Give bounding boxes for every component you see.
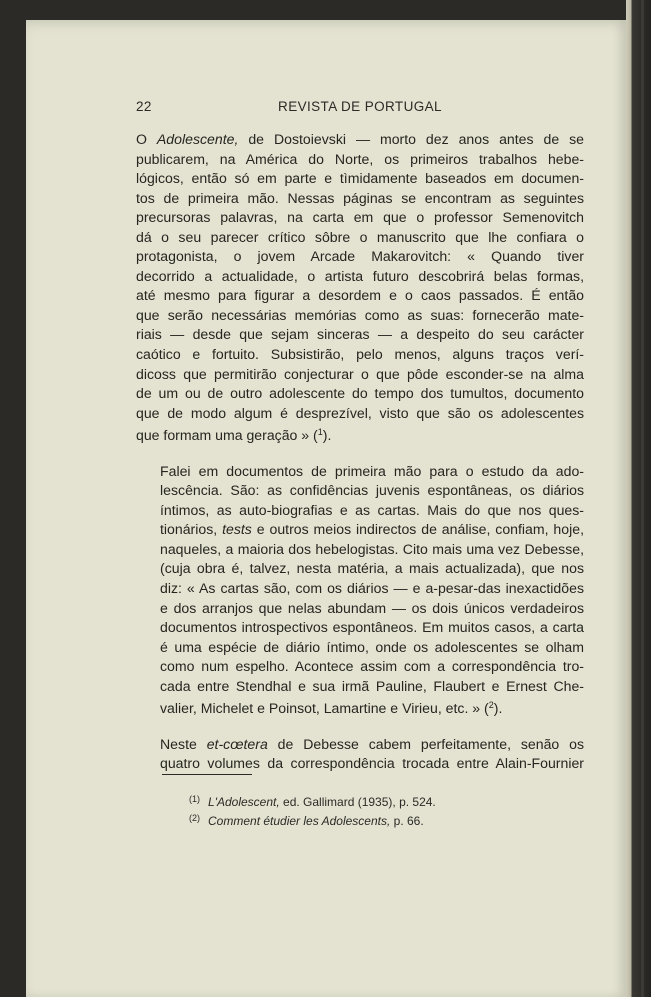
page-number: 22 xyxy=(136,99,152,114)
footnote-separator xyxy=(162,774,252,775)
text-line: protagonista, o jovem Arcade Makarovitch: « Quando tiver xyxy=(136,248,584,265)
page-edge xyxy=(626,0,651,997)
text-line: dá o seu parecer crítico sôbre o manuscrito que lhe confiara o xyxy=(136,228,584,245)
text-line: que de modo algum é desprezível, visto que são os adolescentes xyxy=(136,404,584,421)
text-line: e dos arranjos que nelas abundam — os dois únicos verdadeiros xyxy=(160,599,584,616)
text-line: decorrido a actualidade, o artista futuro descobrirá belas formas, xyxy=(136,267,584,284)
footnote-mark: (2) xyxy=(189,813,201,823)
text-line: publicarem, na América do Norte, os primeiros trabalhos hebe- xyxy=(136,150,584,167)
text-line: diz: « As cartas são, com os diários — e a-pesar-das inexactidões xyxy=(160,580,584,597)
text-line: quatro volumes da correspondência trocada entre Alain-Fournier xyxy=(160,755,584,772)
text-line: documentos introspectivos espontâneos. Em muitos casos, a carta xyxy=(160,619,584,636)
text-line: lógicos, então só em parte e tìmidamente baseados em documen- xyxy=(136,170,584,187)
text-line: precursoras palavras, na carta em que o professor Semenovitch xyxy=(136,209,584,226)
body-text xyxy=(136,130,584,774)
text-line: (cuja obra é, talvez, nesta matéria, a mais actualizada), que nos xyxy=(160,560,584,577)
text-line: de um ou de outro adolescente do tempo dos tumultos, documento xyxy=(136,385,584,402)
footnote-mark: (1) xyxy=(189,794,201,804)
text-line: é uma espécie de diário íntimo, onde os adolescentes se olham xyxy=(160,638,584,655)
text-line: naqueles, a maioria dos hebelogistas. Cito mais uma vez Debesse, xyxy=(160,540,584,557)
text-line: Neste et-cœtera de Debesse cabem perfeitamente, senão os xyxy=(160,735,585,752)
paragraph-2 xyxy=(136,462,584,719)
text-line: íntimos, as auto-biografias e as cartas. Mais do que nos ques- xyxy=(160,501,584,518)
text-line: Falei em documentos de primeira mão para o estudo da ado- xyxy=(160,462,584,479)
text-line: valier, Michelet e Poinsot, Lamartine e Virieu, etc. » ($^2$). xyxy=(160,700,503,717)
paragraph-1 xyxy=(136,130,584,446)
page-header xyxy=(136,99,584,119)
text-line: até mesmo para figurar a desordem e o caos passados. É então xyxy=(136,287,584,304)
running-title: REVISTA DE PORTUGAL xyxy=(278,99,442,114)
paragraph-3 xyxy=(136,735,584,774)
footnotes xyxy=(189,791,589,829)
footnote-1 xyxy=(189,791,589,810)
text-line: tionários, tests e outros meios indirectos de análise, confiam, hoje, xyxy=(160,521,584,538)
text-line: riais — desde que sejam sinceras — a despeito do seu carácter xyxy=(136,326,584,343)
text-line: O Adolescente, de Dostoievski — morto dez anos antes de se xyxy=(136,131,584,147)
footnote-title: L'Adolescent, xyxy=(208,795,280,809)
binding-strip xyxy=(641,0,644,997)
text-line: tos de primeira mão. Nessas páginas se encontram as seguintes xyxy=(136,189,584,206)
text-line: lescência. São: as confidências juvenis espontâneas, os diários xyxy=(160,482,584,499)
book-title-italic: Adolescente, xyxy=(156,131,239,147)
footnote-ref-2: 2 xyxy=(488,700,494,711)
footnote-text: p. 66. xyxy=(390,814,424,828)
footnote-ref-1: 1 xyxy=(317,427,323,438)
tests-italic: tests xyxy=(222,521,252,538)
footnote-text: ed. Gallimard (1935), p. 524. xyxy=(279,795,436,809)
et-coetera-italic: et-cœtera xyxy=(206,735,268,752)
footnote-title: Comment étudier les Adolescents, xyxy=(208,814,391,828)
text-line: dicoss que permitirão conjecturar o que pôde esconder-se na alma xyxy=(136,365,584,382)
footnote-2 xyxy=(189,810,589,829)
text-line: que formam uma geração » ($^1$). xyxy=(136,427,332,444)
text-line: como num espelho. Acontece assim com a correspondência tro- xyxy=(160,658,584,675)
text-line: que serão necessárias memórias como as suas: fornecerão mate- xyxy=(136,306,584,323)
text-line: cada entre Stendhal e sua irmã Pauline, Flaubert e Ernest Che- xyxy=(160,677,584,694)
text-line: caótico e fortuito. Subsistirão, pelo menos, alguns traços verí- xyxy=(136,346,584,363)
